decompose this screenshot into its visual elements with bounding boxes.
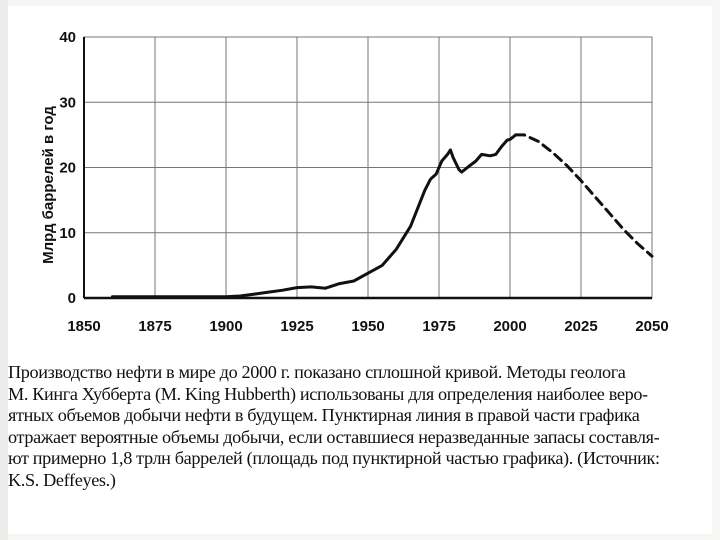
x-tick-label: 2000 xyxy=(493,318,527,335)
series-line-forecast-dashed xyxy=(516,135,652,256)
y-tick-label: 30 xyxy=(59,94,76,112)
x-tick-label: 1950 xyxy=(351,318,385,335)
x-tick-label: 1925 xyxy=(280,318,314,335)
y-tick-label: 10 xyxy=(59,224,76,242)
caption-line: отражает вероятные объемы добычи, если оставшиеся неразведанные запасы составля- xyxy=(8,426,660,447)
caption-line: М. Кинга Хубберта (M. King Hubberth) использованы для определения наиболее веро- xyxy=(8,383,648,404)
x-tick-label: 1850 xyxy=(67,318,101,335)
series-line-historical-solid xyxy=(112,135,515,297)
caption-line: Производство нефти в мире до 2000 г. показано сплошной кривой. Методы геолога xyxy=(8,362,626,382)
y-tick-label: 20 xyxy=(59,159,76,177)
caption-line: K.S. Deffeyes.) xyxy=(8,469,116,490)
y-tick-labels xyxy=(59,29,76,307)
y-tick-label: 40 xyxy=(59,29,76,46)
x-tick-label: 2050 xyxy=(635,318,669,335)
chart-series xyxy=(112,135,652,297)
figure-caption xyxy=(8,362,708,491)
x-tick-label: 2025 xyxy=(564,318,598,335)
x-tick-labels xyxy=(67,318,668,335)
x-tick-label: 1875 xyxy=(138,318,172,335)
caption-line: ют примерно 1,8 трлн баррелей (площадь под пунктирной частью графика). (Источник: xyxy=(8,448,660,468)
y-axis-label: Млрд баррелей в год xyxy=(40,106,57,264)
caption-line: ятных объемов добычи нефти в будущем. Пунктирная линия в правой части графика xyxy=(8,405,640,425)
y-tick-label: 0 xyxy=(67,290,76,307)
x-tick-label: 1975 xyxy=(422,318,456,335)
x-tick-label: 1900 xyxy=(209,318,243,335)
